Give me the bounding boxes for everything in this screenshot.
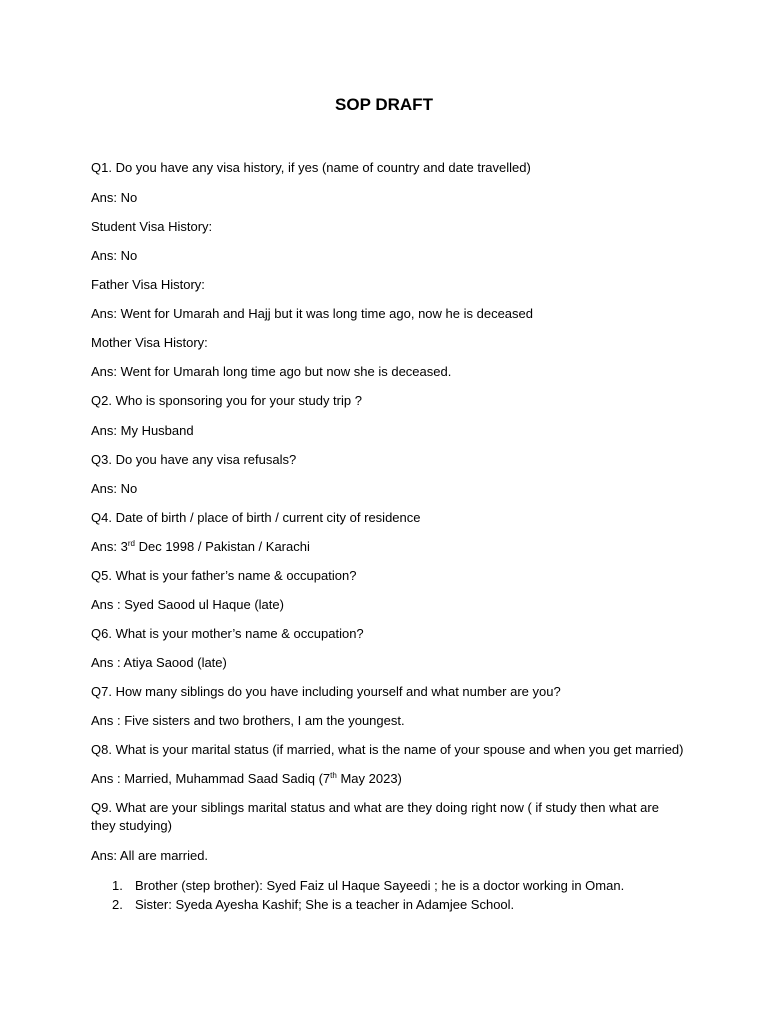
answer-9: Ans: All are married. [91,848,209,863]
list-item-text: Brother (step brother): Syed Faiz ul Haque Sayeedi ; he is a doctor working in Oman. [135,878,625,893]
list-item [112,896,514,914]
answer-5: Ans : Syed Saood ul Haque (late) [91,597,284,612]
answer-4-suffix: Dec 1998 / Pakistan / Karachi [134,539,310,554]
father-visa-label: Father Visa History: [91,277,205,292]
question-5: Q5. What is your father’s name & occupation? [91,568,357,583]
question-6: Q6. What is your mother’s name & occupation? [91,626,364,641]
question-9: Q9. What are your siblings marital status and what are they doing right now ( if study then what are they studying) [91,800,659,833]
mother-visa-label: Mother Visa History: [91,335,208,350]
list-item [112,877,624,895]
answer-7: Ans : Five sisters and two brothers, I am the youngest. [91,713,405,728]
mother-visa-answer: Ans: Went for Umarah long time ago but now she is deceased. [91,364,452,379]
answer-2: Ans: My Husband [91,423,194,438]
student-visa-label: Student Visa History: [91,219,213,234]
answer-4-prefix: Ans: 3 [91,539,128,554]
question-7: Q7. How many siblings do you have including yourself and what number are you? [91,684,561,699]
list-item-text: Sister: Syeda Ayesha Kashif; She is a teacher in Adamjee School. [135,897,515,912]
father-visa-answer: Ans: Went for Umarah and Hajj but it was long time ago, now he is deceased [91,306,533,321]
question-8: Q8. What is your marital status (if married, what is the name of your spouse and when you get married) [91,742,684,757]
student-visa-answer: Ans: No [91,248,138,263]
question-3: Q3. Do you have any visa refusals? [91,452,297,467]
answer-4-ordinal: rd [127,539,135,548]
answer-8-prefix: Ans : Married, Muhammad Saad Sadiq (7 [91,771,331,786]
answer-8-suffix: May 2023) [336,771,402,786]
answer-8-ordinal: th [330,771,337,780]
answer-3: Ans: No [91,481,138,496]
answer-6: Ans : Atiya Saood (late) [91,655,227,670]
answer-1: Ans: No [91,190,138,205]
document-title: SOP DRAFT [335,95,433,114]
list-item-number: 1. [112,878,123,893]
question-2: Q2. Who is sponsoring you for your study trip ? [91,393,362,408]
answer-8 [91,770,691,788]
question-4: Q4. Date of birth / place of birth / current city of residence [91,510,421,525]
list-item-number: 2. [112,897,123,912]
question-1: Q1. Do you have any visa history, if yes (name of country and date travelled) [91,160,531,175]
answer-4 [91,538,691,556]
